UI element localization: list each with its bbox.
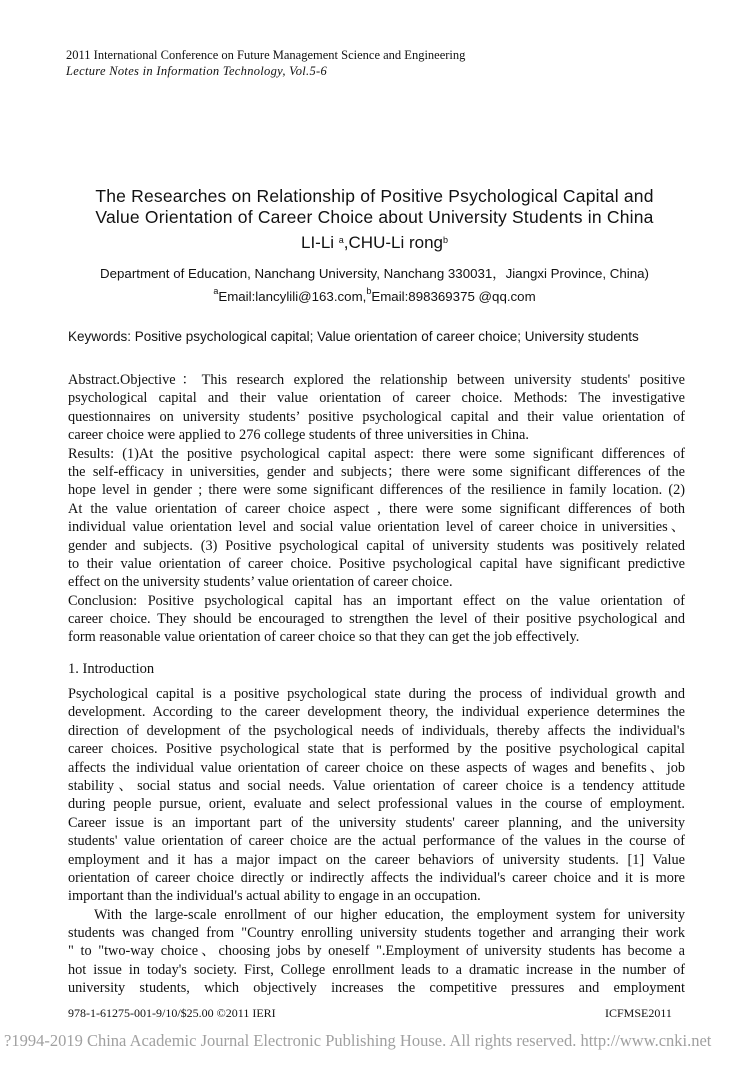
abstract-line: questionnaires on university students’ positive psychological capital and their value orientation of [68,408,685,425]
intro-line: With the large-scale enrollment of our higher education, the employment system for university [94,906,685,923]
keywords: Keywords: Positive psychological capital; Value orientation of career choice; University students [68,329,639,344]
abstract-line: Conclusion: Positive psychological capital has an important effect on the value orientation of [68,592,685,609]
authors [0,232,749,254]
abstract [68,371,685,647]
intro-line: employment and it has a major impact on the career behaviors of university students. [1] Value [68,851,685,868]
author-2: ,CHU-Li rong [343,233,443,252]
abstract-line: gender and subjects. (3) Positive psychological capital of university students was positively related [68,537,685,554]
email-b-sup: b [366,286,372,296]
email-b: Email:898369375 @qq.com [371,289,536,304]
email-a-sup: a [213,286,219,296]
intro-line: " to "two-way choice、choosing jobs by oneself ".Employment of university students has become a [68,943,685,960]
footer-isbn: 978-1-61275-001-9/10/$25.00 ©2011 IERI [68,1006,276,1020]
watermark: ?1994-2019 China Academic Journal Electronic Publishing House. All rights reserved. http://www.cnki.net [4,1031,712,1050]
intro-line: Career issue is an important part of the university students' career planning, and the university [68,814,685,831]
conference-name: 2011 International Conference on Future Management Science and Engineering [66,48,466,62]
abstract-line: individual value orientation level and social value orientation level of career choice in universities、 [68,519,685,536]
footer-code: ICFMSE2011 [605,1006,672,1020]
intro-line: students' value orientation of career choice are the actual performance of the values in the course of [68,833,685,850]
abstract-line: Abstract.Objective：This research explored the relationship between university students' positive [68,372,685,388]
emails [0,286,749,304]
intro-line: orientation of career choice directly or indirectly affects the individual's career choice and it is more [68,869,685,886]
abstract-line: effect on the university students’ value orientation of career choice. [68,574,453,591]
abstract-line: Results: (1)At the positive psychological capital aspect: there were some significant differences of [68,445,685,462]
abstract-line: to their value orientation of career choice. Positive psychological capital have significant predictive [68,555,685,572]
intro-line: career choices. Positive psychological state that is performed by the positive psychological capital [68,741,685,758]
abstract-line: career choice. They should be encouraged to strengthen the level of their positive psychological and [68,611,685,628]
intro-line: important than the individual's actual ability to engage in an occupation. [68,888,481,905]
author-1-sup: a [338,235,344,245]
intro-line: affects the individual value orientation of career choice on these aspects of wages and benefits、job [68,759,685,776]
intro-line: during people pursue, orient, evaluate and select professional values in the course of employment. [68,796,685,813]
paper-title-line-2: Value Orientation of Career Choice about University Students in China [95,207,654,227]
abstract-line: hope level in gender ; there were some significant differences of the resilience in family location. (2) [68,482,685,499]
author-1: LI-Li [300,233,339,252]
author-2-sup: b [443,235,449,245]
abstract-line: form reasonable value orientation of career choice so that they can get the job effectively. [68,629,580,646]
introduction-body [68,685,685,998]
intro-line: hot issue in today's society. First, College enrollment leads to a dramatic increase in the number of [68,961,685,978]
series-name: Lecture Notes in Information Technology, Vol.5-6 [66,64,328,78]
abstract-line: At the value orientation of career choice aspect , there were some significant differences of both [68,500,685,517]
intro-line: direction of development of the psychological needs of individuals, thereby affects the individual's [68,722,685,739]
affiliation: Department of Education, Nanchang University, Nanchang 330031，Jiangxi Province, China) [100,266,649,281]
section-heading-introduction: 1. Introduction [68,661,155,677]
intro-line: Psychological capital is a positive psychological state during the process of individual growth and [68,686,685,702]
intro-line: university students, which objectively increases the competitive pressures and employment [68,980,685,997]
intro-line: development. According to the career development theory, the individual experience determines the [68,704,685,721]
email-a: Email:lancylili@163.com, [218,289,367,304]
intro-line: students was changed from "Country enrolling university students together and arranging their work [68,925,685,942]
abstract-line: career choice were applied to 276 college students of three universities in China. [68,427,529,444]
abstract-line: psychological capital and their value orientation of career choice. Methods: The investigative [68,390,685,407]
intro-line: stability、social status and social needs. Value orientation of career choice is a tendency attitude [68,777,685,794]
abstract-line: the self-efficacy in universities, gender and subjects；there were some significant differences of the [68,463,685,480]
paper-title-line-1: The Researches on Relationship of Positive Psychological Capital and [95,186,654,206]
